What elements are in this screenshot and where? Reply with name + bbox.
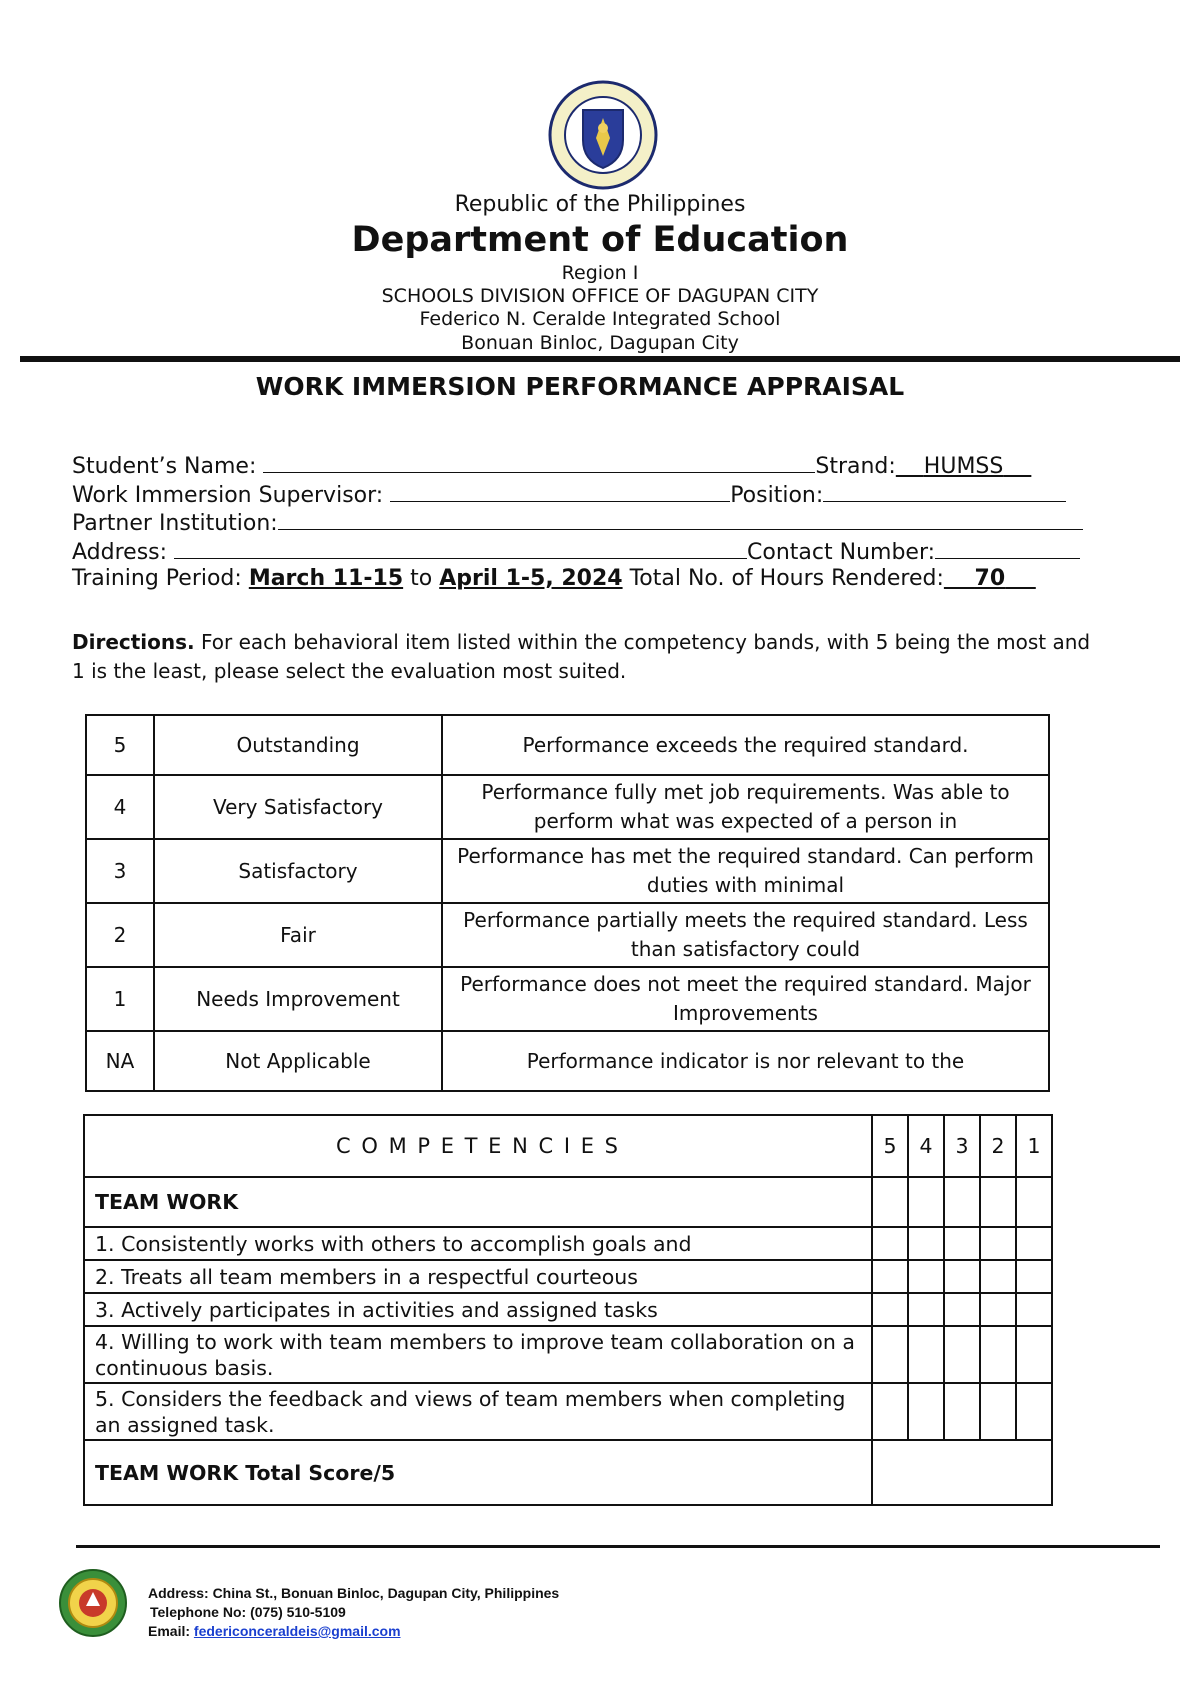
training-row [72,566,1036,591]
supervisor-row [72,481,1066,508]
footer-address: Address: China St., Bonuan Binloc, Dagupan City, Philippines [148,1585,560,1601]
training-to: to [410,566,433,591]
total-label: TEAM WORK Total Score/5 [84,1440,872,1505]
school-logo [58,1568,128,1638]
training-end[interactable]: April 1-5, 2024 [439,566,623,591]
score-cell[interactable] [1016,1383,1052,1440]
score-cell[interactable] [872,1293,908,1326]
score-cell[interactable] [944,1326,980,1383]
contact-label: Contact Number: [747,540,936,565]
training-start[interactable]: March 11-15 [248,566,404,591]
student-name-field[interactable] [263,452,815,473]
division-line: SCHOOLS DIVISION OFFICE OF DAGUPAN CITY [381,285,819,307]
partner-field[interactable] [278,509,1083,530]
scale-score: NA [86,1031,154,1091]
score-cell[interactable] [944,1260,980,1293]
address-row [72,538,1080,565]
region-line: Region I [561,262,639,284]
hours-value[interactable]: 70 [974,566,1006,591]
directions-text: For each behavioral item listed within the competency bands, with 5 being the most and 1 is the least, please select the evaluation most suited. [72,630,1091,683]
scale-score: 2 [86,903,154,967]
competency-item: 3. Actively participates in activities and assigned tasks [84,1293,872,1326]
directions-label: Directions. [72,630,195,654]
rating-scale-row [86,715,1049,775]
scale-rating: Needs Improvement [154,967,442,1031]
score-header-4: 4 [908,1115,944,1177]
strand-value[interactable]: HUMSS [923,454,1004,479]
directions [72,628,1102,686]
rating-scale-row [86,903,1049,967]
footer-email-row [148,1623,401,1639]
footer-divider [76,1545,1160,1548]
contact-field[interactable] [935,538,1080,559]
score-cell[interactable] [980,1177,1016,1227]
score-cell[interactable] [980,1383,1016,1440]
position-label: Position: [730,483,824,508]
total-row [84,1440,1052,1505]
score-cell[interactable] [944,1227,980,1260]
form-title: WORK IMMERSION PERFORMANCE APPRAISAL [255,372,905,401]
address-field[interactable] [174,538,747,559]
score-cell[interactable] [980,1326,1016,1383]
partner-row [72,509,1083,536]
competencies-header: C O M P E T E N C I E S [84,1115,872,1177]
competency-row [84,1260,1052,1293]
republic-line: Republic of the Philippines [454,192,746,217]
score-cell[interactable] [872,1227,908,1260]
section-row [84,1177,1052,1227]
scale-description: Performance indicator is nor relevant to the [442,1031,1049,1091]
rating-scale-row [86,1031,1049,1091]
score-cell[interactable] [872,1177,908,1227]
score-cell[interactable] [944,1177,980,1227]
score-cell[interactable] [908,1227,944,1260]
scale-description: Performance fully met job requirements. Was able to perform what was expected of a person in [442,775,1049,839]
score-cell[interactable] [980,1293,1016,1326]
scale-rating: Satisfactory [154,839,442,903]
department-name: Department of Education [351,220,849,260]
score-cell[interactable] [1016,1326,1052,1383]
scale-description: Performance does not meet the required standard. Major Improvements [442,967,1049,1031]
section-title: TEAM WORK [84,1177,872,1227]
competencies-table [83,1114,1053,1506]
scale-score: 1 [86,967,154,1031]
score-cell[interactable] [872,1326,908,1383]
supervisor-label: Work Immersion Supervisor: [72,483,384,508]
score-header-1: 1 [1016,1115,1052,1177]
score-cell[interactable] [1016,1293,1052,1326]
score-cell[interactable] [872,1383,908,1440]
position-field[interactable] [823,481,1066,502]
school-name: Federico N. Ceralde Integrated School [419,308,781,330]
competency-row [84,1383,1052,1440]
score-cell[interactable] [944,1383,980,1440]
score-cell[interactable] [944,1293,980,1326]
score-cell[interactable] [908,1293,944,1326]
score-cell[interactable] [1016,1177,1052,1227]
scale-description: Performance exceeds the required standard. [442,715,1049,775]
address-label: Address: [72,540,168,565]
footer-email-link[interactable]: federiconceraldeis@gmail.com [193,1623,401,1639]
rating-scale-table [85,714,1050,1092]
rating-scale-row [86,967,1049,1031]
score-cell[interactable] [1016,1260,1052,1293]
score-header-5: 5 [872,1115,908,1177]
student-name-row [72,452,1031,479]
competencies-header-row [84,1115,1052,1177]
scale-description: Performance partially meets the required standard. Less than satisfactory could [442,903,1049,967]
score-cell[interactable] [908,1326,944,1383]
score-cell[interactable] [980,1260,1016,1293]
competency-item: 2. Treats all team members in a respectful courteous [84,1260,872,1293]
competency-item: 5. Considers the feedback and views of team members when completing an assigned task. [84,1383,872,1440]
scale-rating: Outstanding [154,715,442,775]
scale-rating: Not Applicable [154,1031,442,1091]
partner-label: Partner Institution: [72,511,278,536]
score-cell[interactable] [872,1260,908,1293]
supervisor-field[interactable] [390,481,730,502]
rating-scale-row [86,839,1049,903]
competency-row [84,1326,1052,1383]
student-name-label: Student’s Name: [72,454,257,479]
scale-rating: Fair [154,903,442,967]
score-cell[interactable] [908,1383,944,1440]
competency-item: 4. Willing to work with team members to improve team collaboration on a continuous basis. [84,1326,872,1383]
scale-score: 5 [86,715,154,775]
rating-scale-row [86,775,1049,839]
score-cell[interactable] [1016,1227,1052,1260]
score-header-3: 3 [944,1115,980,1177]
training-label: Training Period: [72,566,242,591]
competency-row [84,1293,1052,1326]
scale-description: Performance has met the required standard. Can perform duties with minimal [442,839,1049,903]
strand-label: Strand: [815,454,896,479]
scale-score: 3 [86,839,154,903]
school-location: Bonuan Binloc, Dagupan City [461,332,739,354]
score-header-2: 2 [980,1115,1016,1177]
footer-email-label: Email: [148,1623,191,1639]
scale-rating: Very Satisfactory [154,775,442,839]
competency-item: 1. Consistently works with others to accomplish goals and [84,1227,872,1260]
total-score-cell[interactable] [872,1440,1052,1505]
score-cell[interactable] [980,1227,1016,1260]
scale-score: 4 [86,775,154,839]
score-cell[interactable] [908,1260,944,1293]
header-divider [20,356,1180,362]
footer-telephone: Telephone No: (075) 510-5109 [150,1604,346,1620]
competency-row [84,1227,1052,1260]
hours-label: Total No. of Hours Rendered: [629,566,944,591]
score-cell[interactable] [908,1177,944,1227]
deped-seal-logo [548,80,658,190]
